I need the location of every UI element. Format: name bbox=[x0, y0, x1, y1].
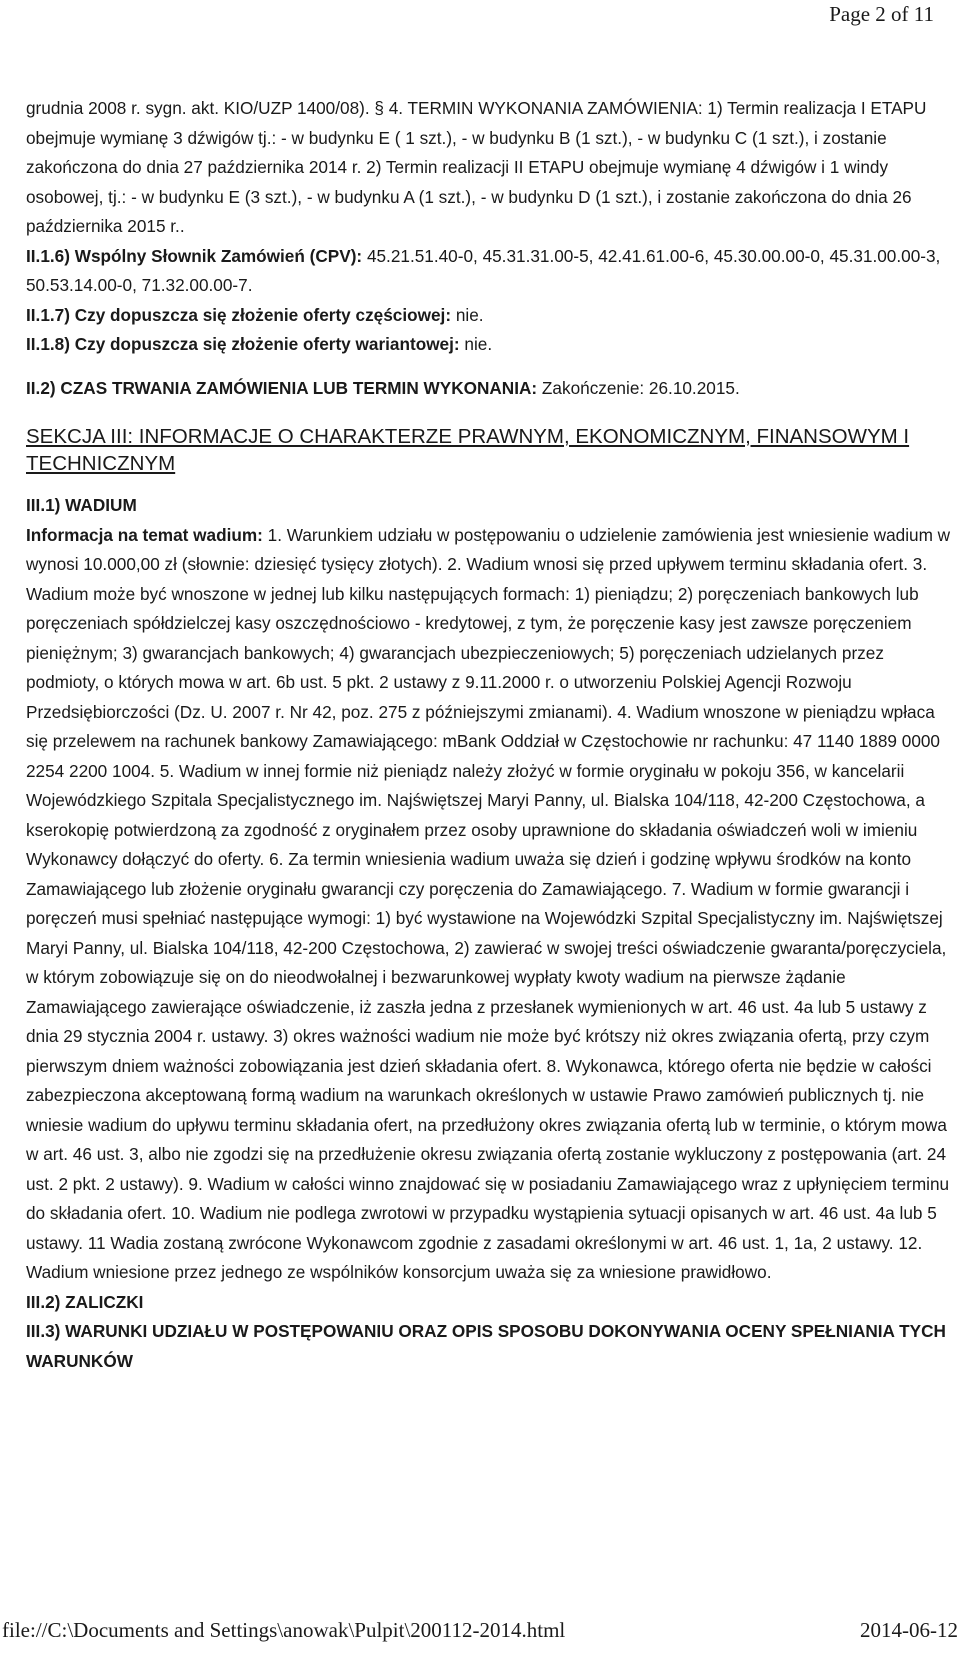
variant-offer-value: nie. bbox=[464, 334, 493, 354]
wadium-heading: III.1) WADIUM bbox=[26, 495, 137, 515]
footer-file-path: file://C:\Documents and Settings\anowak\Pulpit\200112-2014.html bbox=[2, 1618, 566, 1642]
variant-offer-label: II.1.8) Czy dopuszcza się złożenie oferty wariantowej: bbox=[26, 334, 460, 354]
wadium-paragraph bbox=[26, 521, 956, 1288]
cpv-value: 45.21.51.40-0, 45.31.31.00-5, 42.41.61.00-6, 45.30.00.00-0, 45.31.00.00-3, 50.53.14.00-0, 71.32.00.00-7. bbox=[26, 245, 941, 295]
duration-value: Zakończenie: 26.10.2015. bbox=[541, 377, 740, 398]
section-iii-title: SEKCJA III: INFORMACJE O CHARAKTERZE PRAWNYM, EKONOMICZNYM, FINANSOWYM I TECHNICZNYM bbox=[26, 425, 910, 475]
partial-offer-value: nie. bbox=[455, 304, 484, 325]
partial-offer-label: II.1.7) Czy dopuszcza się złożenie oferty częściowej: bbox=[26, 304, 452, 325]
duration-label: II.2) CZAS TRWANIA ZAMÓWIENIA LUB TERMIN WYKONANIA: bbox=[26, 377, 538, 398]
conditions-heading: III.3) WARUNKI UDZIAŁU W POSTĘPOWANIU ORAZ OPIS SPOSOBU DOKONYWANIA OCENY SPEŁNIANIA TYCH WARUNKÓW bbox=[26, 1321, 946, 1371]
wadium-label: Informacja na temat wadium: bbox=[26, 524, 263, 545]
variant-offer-line bbox=[26, 330, 956, 360]
wadium-text: 1. Warunkiem udziału w postępowaniu o udzielenie zamówienia jest wniesienie wadium w wynosi 10.000,00 zł (słownie: dziesięć tysięcy złotych). 2. Wadium wnosi się przed upływem terminu składania ofert. 3. Wadium może być wnoszone w jednej lub kilku następujących formach: 1) pieniądzu; 2) poręczeniach bankowych lub poręczeniach spółdzielczej kasy oszczędnościowo - kredytowej, z tym, że poręczenie kasy jest zawsze poręczeniem pieniężnym; 3) gwarancjach bankowych; 4) gwarancjach ubezpieczeniowych; 5) poręczeniach udzielanych przez podmioty, o których mowa w art. 6b ust. 5 pkt. 2 ustawy z 9.11.2000 r. o utworzeniu Polskiej Agencji Rozwoju Przedsiębiorczości (Dz. U. 2007 r. Nr 42, poz. 275 z późniejszymi zmianami). 4. Wadium wnoszone w pieniądzu wpłaca się przelewem na rachunek bankowy Zamawiającego: mBank Oddział w Częstochowie nr rachunku: 47 1140 1889 0000 2254 2200 1004. 5. Wadium w innej formie niż pieniądz należy złożyć w formie oryginału w pokoju 356, w kancelarii Wojewódzkiego Szpitala Specjalistycznego im. Najświętszej Maryi Panny, ul. Bialska 104/118, 42-200 Częstochowa, a kserokopię potwierdzoną za zgodność z oryginałem przez osoby uprawnione do składania oświadczeń woli w imieniu Wykonawcy dołączyć do oferty. 6. Za termin wniesienia wadium uważa się dzień i godzinę wpływu środków na konto Zamawiającego lub złożenie oryginału gwarancji czy poręczenia do Zamawiającego. 7. Wadium w formie gwarancji i poręczeń musi spełniać następujące wymogi: 1) być wystawione na Wojewódzki Szpital Specjalistyczny im. Najświętszej Maryi Panny, ul. Bialska 104/118, 42-200 Częstochowa, 2) zawierać w swojej treści oświadczenie gwaranta/poręczyciela, w którym zobowiązuje się on do nieodwołalnej i bezwarunkowej wypłaty kwoty wadium na pierwsze żądanie Zamawiającego zawierające oświadczenie, iż zaszła jedna z przesłanek wymienionych w art. 46 ust. 4a lub 5 ustawy z dnia 29 stycznia 2004 r. ustawy. 3) okres ważności wadium nie może być krótszy niż okres związania ofertą, przy czym pierwszym dniem ważności zobowiązania jest dzień składania ofert. 8. Wykonawca, którego oferta nie będzie w całości zabezpieczona akceptowaną formą wadium na warunkach określonych w ustawie Prawo zamówień publicznych tj. nie wniesie wadium do upływu terminu składania ofert, na przedłużony okres związania ofertą lub w terminie, o którym mowa w art. 46 ust. 3, albo nie zgodzi się na przedłużenie okresu związania ofertą zostanie wykluczony z postępowania (art. 24 ust. 2 pkt. 2 ustawy). 9. Wadium w całości winno znajdować się w posiadaniu Zamawiającego wraz z upłynięciem terminu do składania ofert. 10. Wadium nie podlega zwrotowi w przypadku wystąpienia sytuacji opisanych w art. 46 ust. 4a lub 5 ustawy. 11 Wadia zostaną zwrócone Wykonawcom zgodnie z zasadami określonymi w art. 46 ust. 1, 1a, 2 ustawy. 12. Wadium wniesione przez jednego ze wspólników konsorcjum uważa się za wniesione prawidłowo. bbox=[26, 524, 951, 1282]
term-paragraph: grudnia 2008 r. sygn. akt. KIO/UZP 1400/08). § 4. TERMIN WYKONANIA ZAMÓWIENIA: 1) Termin realizacja I ETAPU obejmuje wymianę 3 dźwigów tj.: - w budynku E ( 1 szt.), - w budynku B (1 szt.), - w budynku C (1 szt.), i zostanie zakończona do dnia 27 października 2014 r. 2) Termin realizacji II ETAPU obejmuje wymianę 4 dźwigów i 1 windy osobowej, tj.: - w budynku E (3 szt.), - w budynku A (1 szt.), - w budynku D (1 szt.), i zostanie zakończona do dnia 26 października 2015 r.. bbox=[26, 98, 927, 236]
page-number: Page 2 of 11 bbox=[829, 2, 934, 26]
footer-date: 2014-06-12 bbox=[860, 1618, 958, 1642]
partial-offer-line bbox=[26, 301, 956, 331]
cpv-line bbox=[26, 242, 956, 301]
cpv-label: II.1.6) Wspólny Słownik Zamówień (CPV): bbox=[26, 245, 363, 266]
duration-line bbox=[26, 374, 956, 404]
document-body bbox=[26, 94, 956, 1376]
advances-heading: III.2) ZALICZKI bbox=[26, 1291, 144, 1312]
